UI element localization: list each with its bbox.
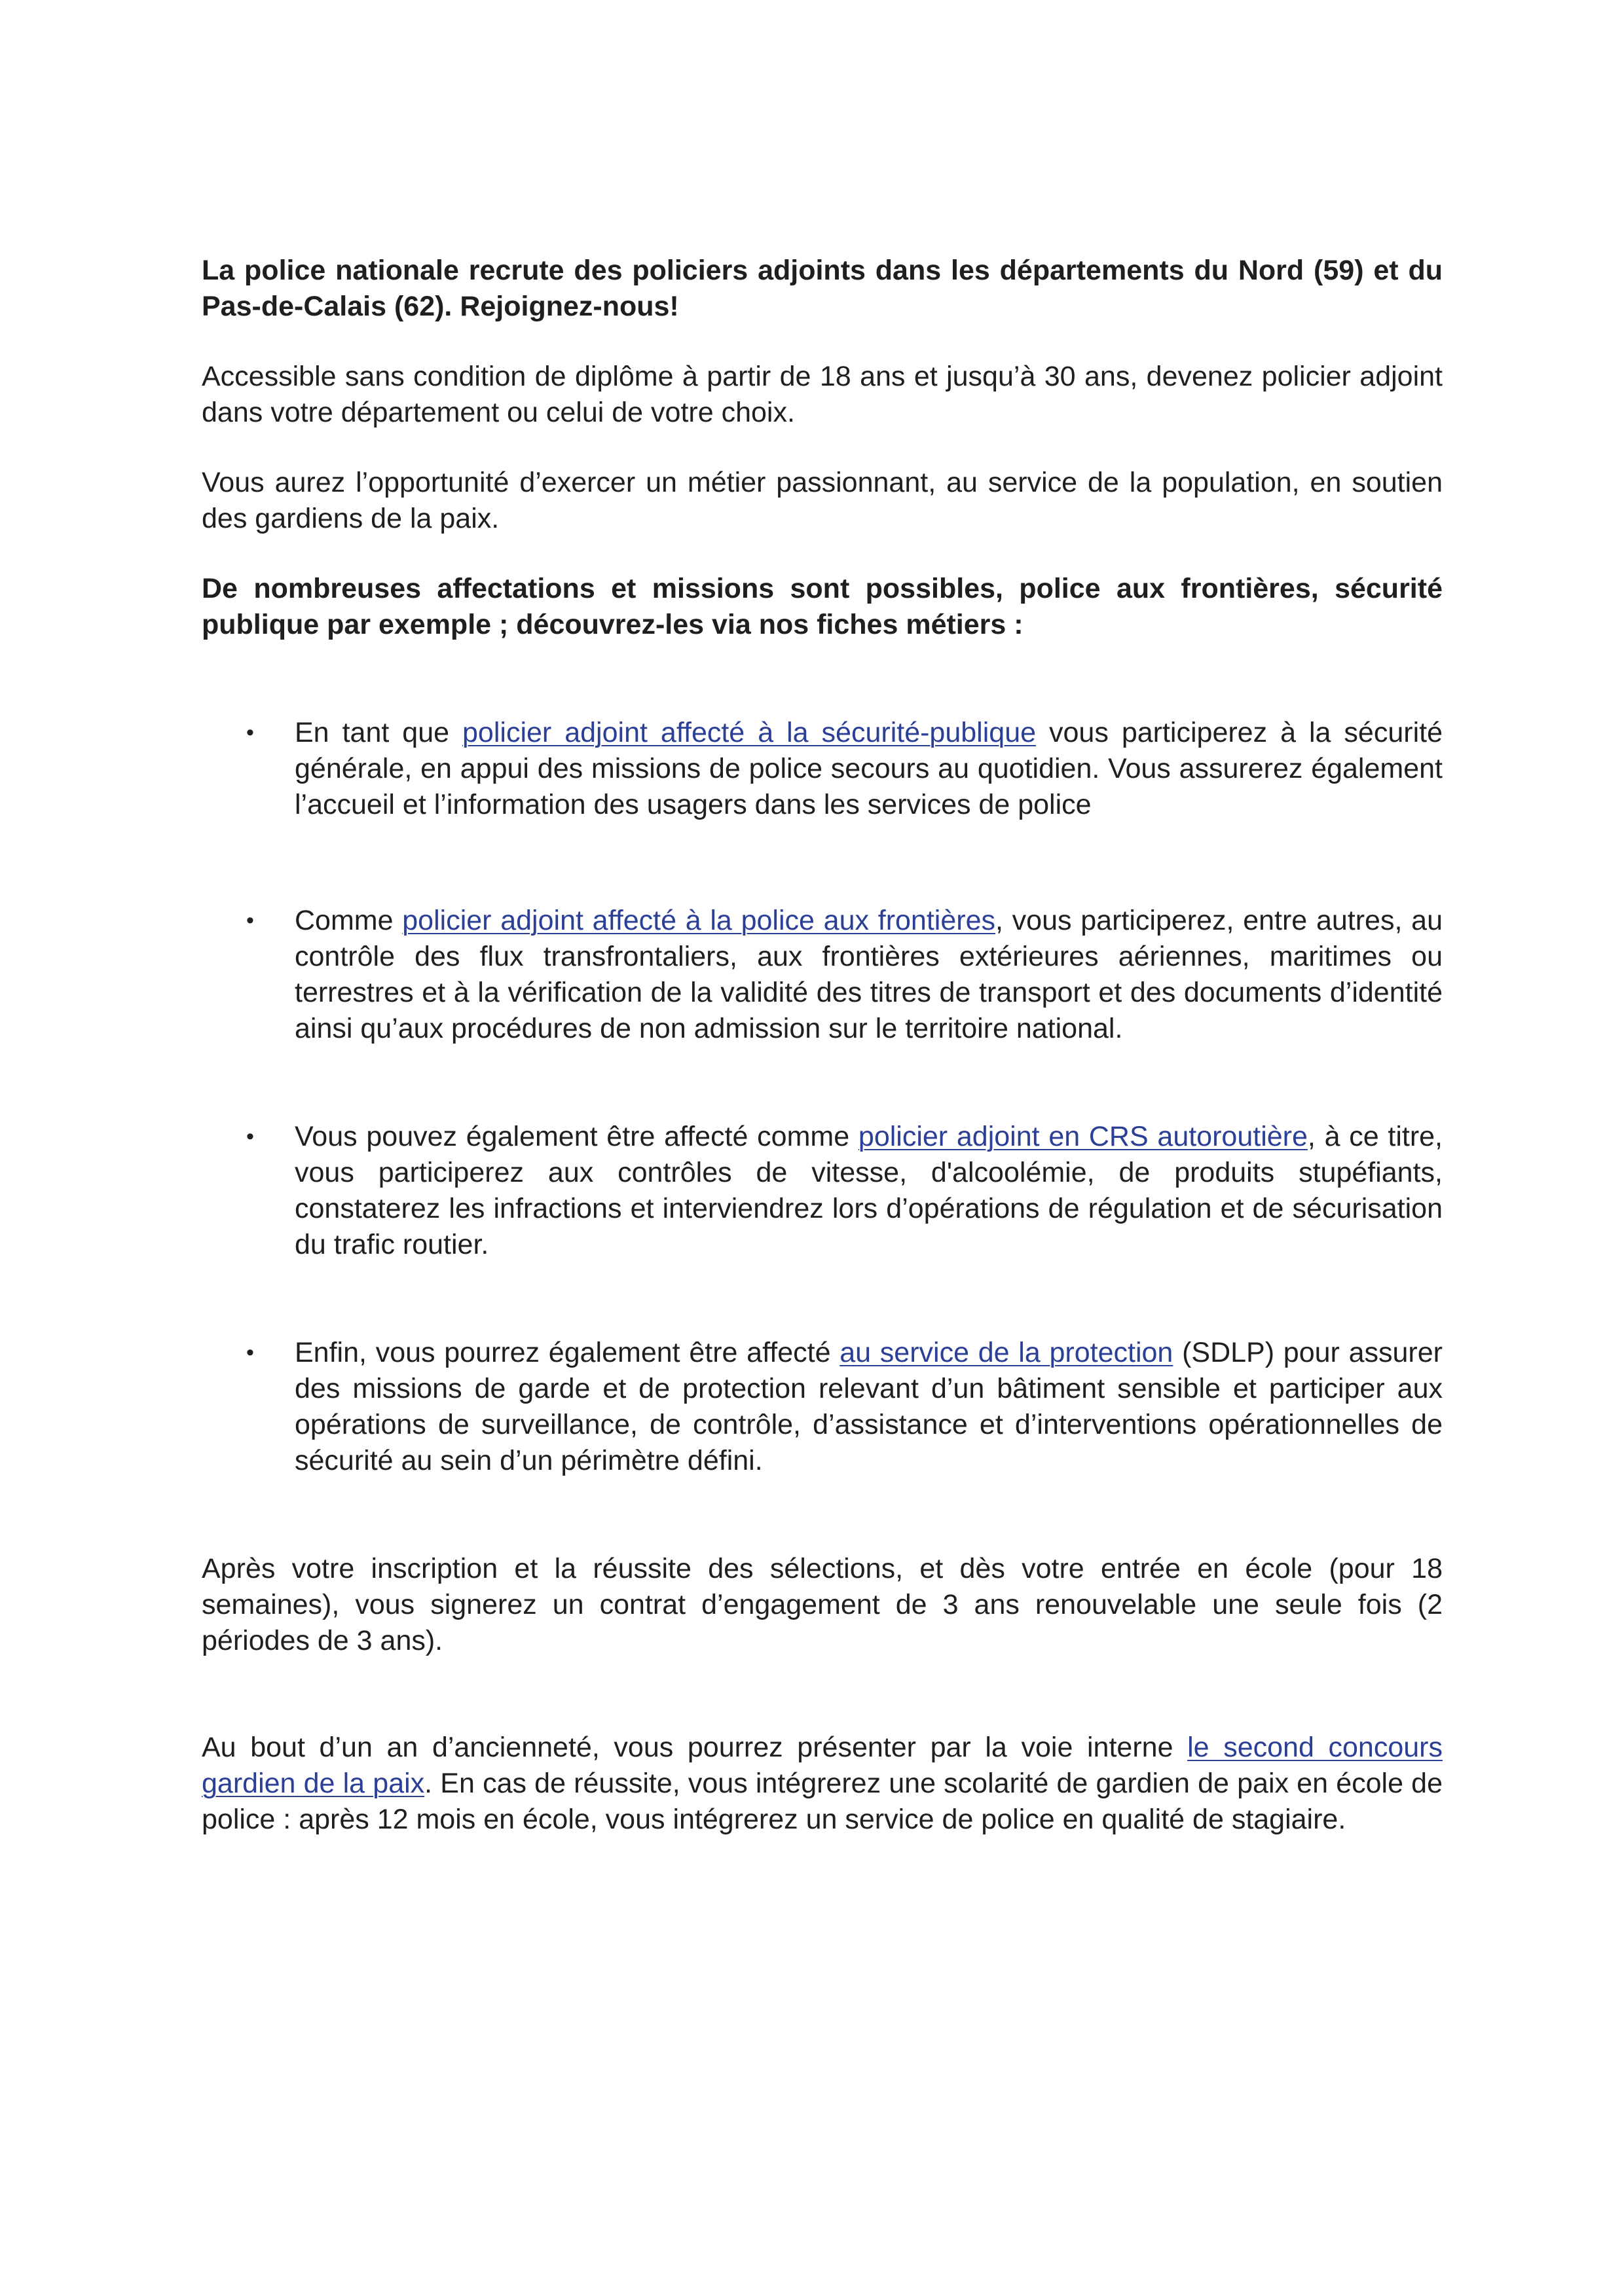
mission-item-crs-autoroutiere xyxy=(202,1119,1443,1263)
missions-list xyxy=(202,715,1443,1479)
career-paragraph xyxy=(202,1730,1443,1838)
link-crs-autoroutiere[interactable]: policier adjoint en CRS autoroutière xyxy=(858,1121,1308,1152)
mission-text-before: Comme xyxy=(295,905,403,936)
mission-text-before: Vous pouvez également être affecté comme xyxy=(295,1121,858,1152)
bullet-icon: • xyxy=(246,908,254,933)
bullet-icon: • xyxy=(246,1340,254,1365)
missions-heading: De nombreuses affectations et missions sont possibles, police aux frontières, sécurité publique par exemple ; découvrez-les via nos fiches métiers : xyxy=(202,573,1443,640)
mission-text-after: (SDLP) pour assurer des missions de garde et de protection relevant d’un bâtiment sensible et participer aux opérations de surveillance, de contrôle, d’assistance et d’interventions opérationnelles de sécurité au sein d’un périmètre défini. xyxy=(295,1337,1443,1476)
intro-paragraph-2: Vous aurez l’opportunité d’exercer un métier passionnant, au service de la population, en soutien des gardiens de la paix. xyxy=(202,467,1443,534)
mission-item-securite-publique xyxy=(202,715,1443,823)
contract-paragraph: Après votre inscription et la réussite des sélections, et dès votre entrée en école (pour 18 semaines), vous signerez un contrat d’engagement de 3 ans renouvelable une seule fois (2 périodes de 3 ans). xyxy=(202,1553,1443,1656)
document-body xyxy=(202,253,1443,1838)
career-text-before: Au bout d’un an d’ancienneté, vous pourrez présenter par la voie interne xyxy=(202,1732,1188,1763)
link-police-frontieres[interactable]: policier adjoint affecté à la police aux frontières xyxy=(402,905,995,936)
headline: La police nationale recrute des policiers adjoints dans les départements du Nord (59) et du Pas-de-Calais (62). Rejoignez-nous! xyxy=(202,255,1443,322)
link-securite-publique[interactable]: policier adjoint affecté à la sécurité-publique xyxy=(462,717,1037,748)
bullet-icon: • xyxy=(246,1124,254,1149)
bullet-icon: • xyxy=(246,720,254,745)
mission-text-after: , à ce titre, vous participerez aux contrôles de vitesse, d'alcoolémie, de produits stupéfiants, constaterez les infractions et interviendrez lors d’opérations de régulation et de sécurisation du trafic routier. xyxy=(295,1121,1443,1260)
intro-paragraph-1: Accessible sans condition de diplôme à partir de 18 ans et jusqu’à 30 ans, devenez policier adjoint dans votre département ou celui de votre choix. xyxy=(202,361,1443,428)
career-text-after: . En cas de réussite, vous intégrerez une scolarité de gardien de paix en école de police : après 12 mois en école, vous intégrerez un service de police en qualité de stagiaire. xyxy=(202,1768,1443,1835)
link-concours-gardien[interactable]: le second concours gardien de la paix xyxy=(202,1732,1443,1799)
mission-text-before: Enfin, vous pourrez également être affecté xyxy=(295,1337,840,1368)
mission-item-service-protection xyxy=(202,1335,1443,1479)
mission-text-after: , vous participerez, entre autres, au contrôle des flux transfrontaliers, aux frontières extérieures aériennes, maritimes ou terrestres et à la vérification de la validité des titres de transport et des documents d’identité ainsi qu’aux procédures de non admission sur le territoire national. xyxy=(295,905,1443,1044)
mission-text-before: En tant que xyxy=(295,717,463,748)
link-service-protection[interactable]: au service de la protection xyxy=(840,1337,1173,1368)
mission-item-police-frontieres xyxy=(202,903,1443,1047)
mission-text-after: vous participerez à la sécurité générale, en appui des missions de police secours au quotidien. Vous assurerez également l’accueil et l’information des usagers dans les services de police xyxy=(295,717,1443,820)
